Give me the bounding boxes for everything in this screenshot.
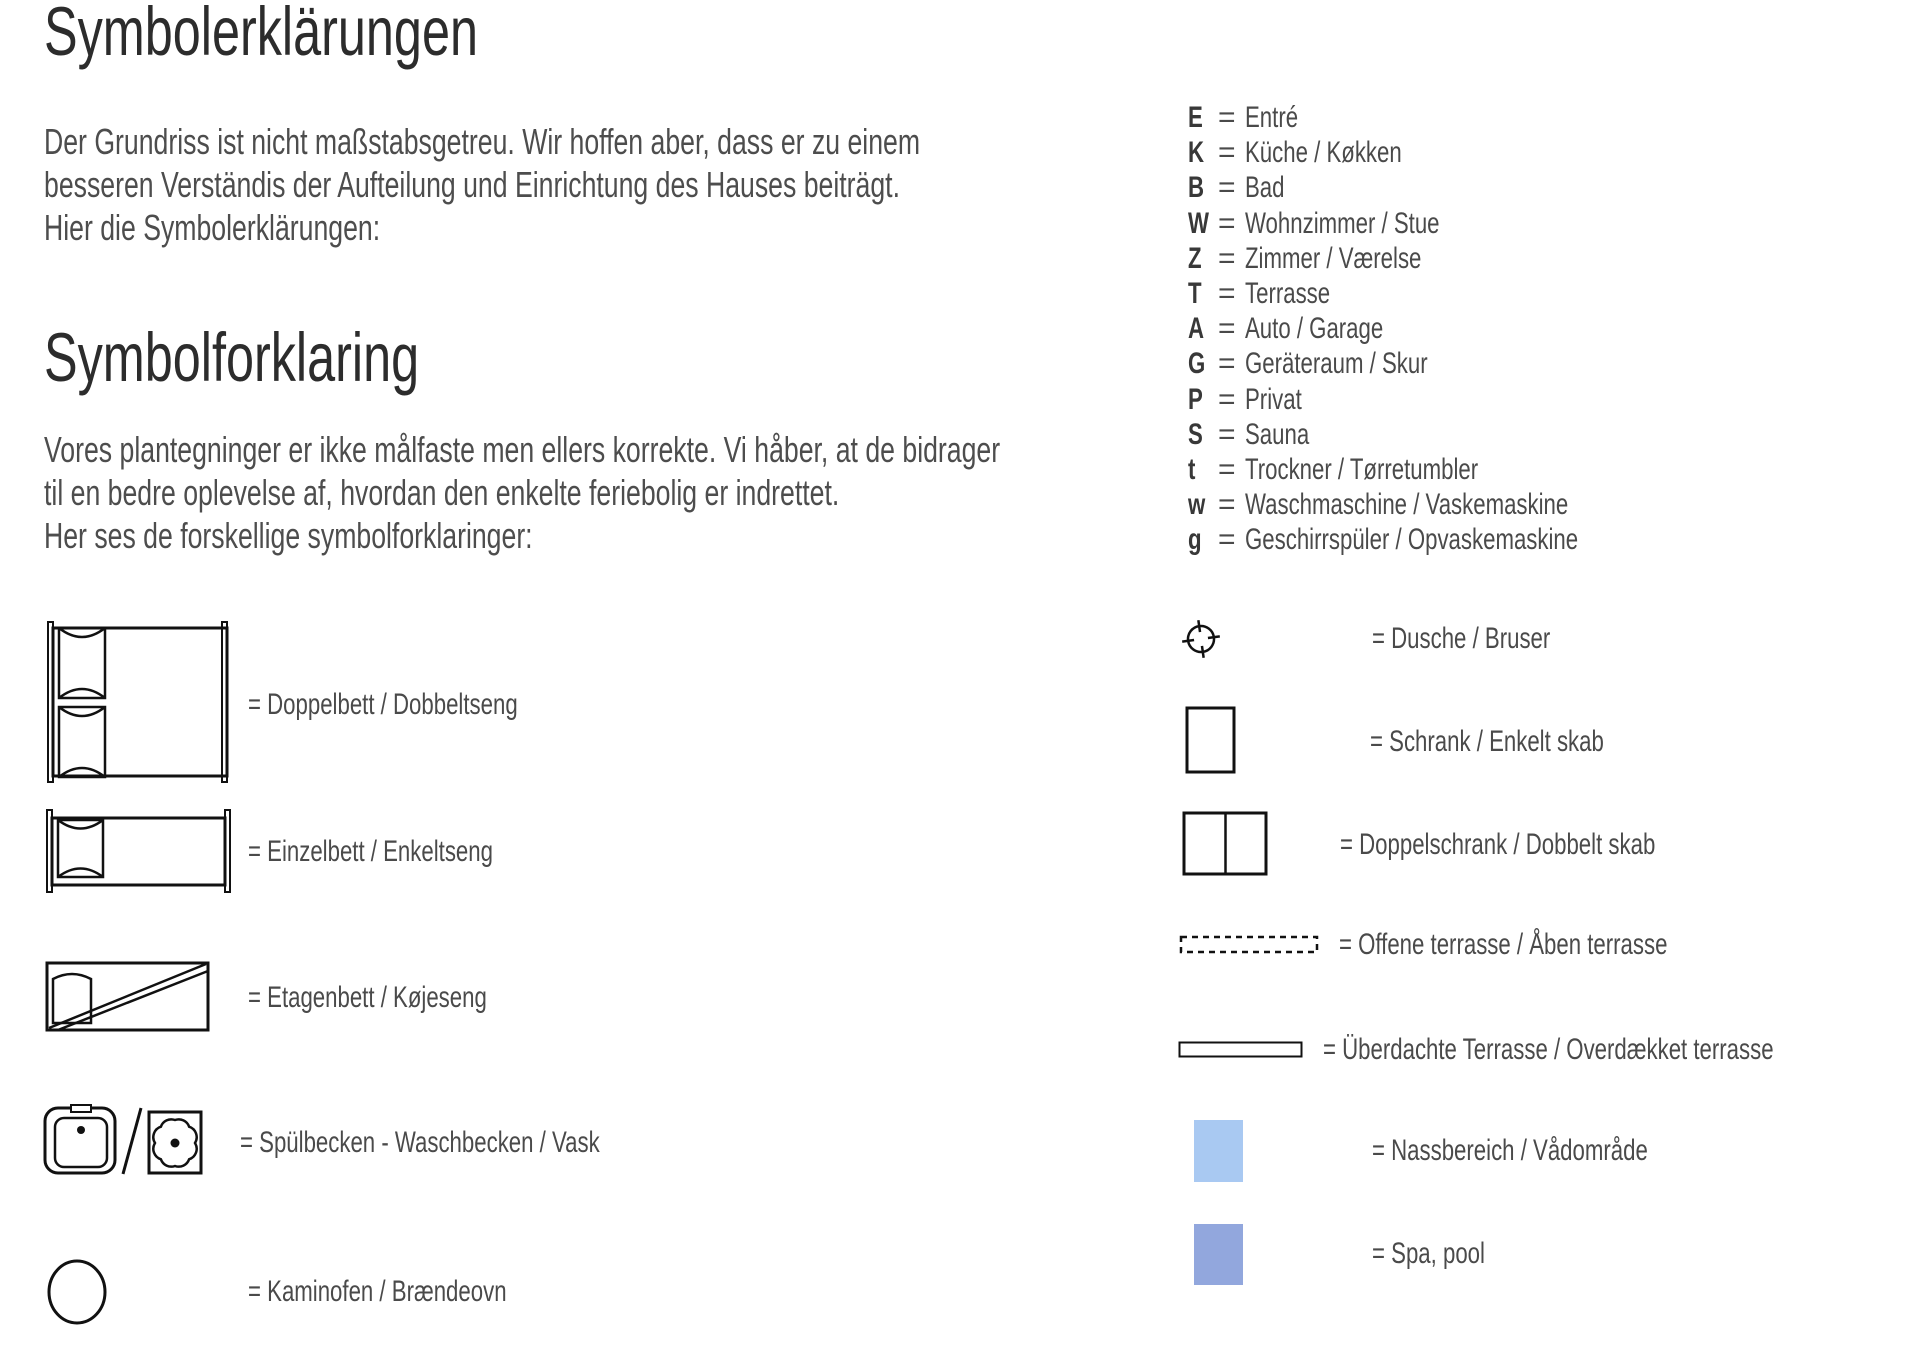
legend-label: Auto / Garage bbox=[1245, 312, 1384, 346]
legend-row bbox=[1188, 418, 1695, 453]
intro-da-line: Vores plantegninger er ikke målfaste men ellers korrekte. Vi håber, at de bidrager bbox=[44, 429, 1001, 470]
page-title-da: Symbolforklaring bbox=[44, 319, 420, 396]
legend-letter: P bbox=[1188, 382, 1203, 416]
intro-da bbox=[44, 428, 1336, 557]
legend-letter: G bbox=[1188, 347, 1206, 381]
legend-row bbox=[1188, 488, 1695, 523]
legend-row bbox=[1188, 383, 1695, 418]
legend-equals: = bbox=[1218, 241, 1236, 275]
legend-letter: K bbox=[1188, 136, 1205, 170]
open-terrace-label: = Offene terrasse / Åben terrasse bbox=[1339, 928, 1668, 961]
legend-label: Wohnzimmer / Stue bbox=[1245, 206, 1440, 240]
letter-legend bbox=[1188, 101, 1695, 558]
legend-equals: = bbox=[1218, 206, 1236, 240]
intro-de bbox=[44, 120, 1228, 249]
intro-de-line: Der Grundriss ist nicht maßstabsgetreu. Wir hoffen aber, dass er zu einem bbox=[44, 121, 921, 162]
single-closet-label: = Schrank / Enkelt skab bbox=[1370, 725, 1604, 758]
single-bed-icon bbox=[45, 808, 232, 896]
legend-equals: = bbox=[1218, 171, 1236, 205]
legend-letter: B bbox=[1188, 171, 1205, 205]
legend-label: Sauna bbox=[1245, 417, 1310, 451]
legend-letter: W bbox=[1188, 206, 1209, 240]
page-title-de: Symbolerklärungen bbox=[44, 0, 478, 70]
double-bed-icon bbox=[46, 618, 231, 788]
wet-area-swatch bbox=[1194, 1120, 1243, 1182]
wood-stove-icon bbox=[45, 1258, 109, 1326]
legend-equals: = bbox=[1218, 382, 1236, 416]
legend-row bbox=[1188, 101, 1695, 136]
sink-label: = Spülbecken - Waschbecken / Vask bbox=[240, 1126, 600, 1159]
legend-letter: g bbox=[1188, 523, 1202, 557]
spa-pool-label: = Spa, pool bbox=[1372, 1237, 1485, 1270]
intro-de-line: Hier die Symbolerklärungen: bbox=[44, 207, 381, 248]
legend-equals: = bbox=[1218, 523, 1236, 557]
legend-equals: = bbox=[1218, 101, 1236, 134]
legend-letter: t bbox=[1188, 452, 1196, 486]
legend-letter: Z bbox=[1188, 241, 1202, 275]
intro-da-line: til en bedre oplevelse af, hvordan den enkelte feriebolig er indrettet. bbox=[44, 472, 840, 513]
single-closet-icon bbox=[1185, 706, 1236, 774]
intro-da-line: Her ses de forskellige symbolforklaringer: bbox=[44, 515, 533, 556]
legend-equals: = bbox=[1218, 347, 1236, 381]
legend-row bbox=[1188, 347, 1695, 382]
legend-label: Küche / Køkken bbox=[1245, 136, 1402, 170]
legend-equals: = bbox=[1218, 136, 1236, 170]
legend-label: Terrasse bbox=[1245, 276, 1331, 310]
double-closet-icon bbox=[1182, 811, 1268, 876]
legend-label: Bad bbox=[1245, 171, 1285, 205]
intro-de-line: besseren Verständis der Aufteilung und Einrichtung des Hauses beiträgt. bbox=[44, 164, 900, 205]
legend-row bbox=[1188, 171, 1695, 206]
sink-icon bbox=[43, 1104, 208, 1180]
legend-row bbox=[1188, 242, 1695, 277]
wet-area-label: = Nassbereich / Vådområde bbox=[1372, 1134, 1648, 1167]
legend-label: Entré bbox=[1245, 101, 1299, 134]
double-bed-label: = Doppelbett / Dobbeltseng bbox=[248, 688, 518, 721]
legend-letter: T bbox=[1188, 276, 1202, 310]
legend-equals: = bbox=[1218, 312, 1236, 346]
legend-letter: S bbox=[1188, 417, 1203, 451]
legend-label: Geschirrspüler / Opvaskemaskine bbox=[1245, 523, 1579, 557]
legend-row bbox=[1188, 523, 1695, 558]
legend-equals: = bbox=[1218, 488, 1236, 522]
legend-label: Privat bbox=[1245, 382, 1302, 416]
wood-stove-label: = Kaminofen / Brændeovn bbox=[248, 1275, 507, 1308]
legend-letter: w bbox=[1188, 488, 1206, 522]
covered-terrace-label: = Überdachte Terrasse / Overdækket terrasse bbox=[1323, 1033, 1774, 1066]
legend-label: Geräteraum / Skur bbox=[1245, 347, 1428, 381]
legend-equals: = bbox=[1218, 452, 1236, 486]
double-closet-label: = Doppelschrank / Dobbelt skab bbox=[1340, 828, 1656, 861]
legend-equals: = bbox=[1218, 276, 1236, 310]
legend-row bbox=[1188, 207, 1695, 242]
legend-row bbox=[1188, 136, 1695, 171]
single-bed-label: = Einzelbett / Enkeltseng bbox=[248, 835, 493, 868]
legend-label: Waschmaschine / Vaskemaskine bbox=[1245, 488, 1569, 522]
legend-letter: A bbox=[1188, 312, 1205, 346]
open-terrace-icon bbox=[1179, 935, 1319, 955]
legend-row bbox=[1188, 312, 1695, 347]
legend-row bbox=[1188, 453, 1695, 488]
shower-icon bbox=[1178, 616, 1224, 662]
legend-label: Trockner / Tørretumbler bbox=[1245, 452, 1479, 486]
legend-equals: = bbox=[1218, 417, 1236, 451]
bunk-bed-label: = Etagenbett / Køjeseng bbox=[248, 981, 487, 1014]
legend-letter: E bbox=[1188, 101, 1203, 134]
legend-row bbox=[1188, 277, 1695, 312]
legend-label: Zimmer / Værelse bbox=[1245, 241, 1422, 275]
bunk-bed-icon bbox=[45, 959, 213, 1035]
shower-label: = Dusche / Bruser bbox=[1372, 622, 1551, 655]
spa-pool-swatch bbox=[1194, 1224, 1243, 1285]
covered-terrace-icon bbox=[1178, 1041, 1303, 1059]
